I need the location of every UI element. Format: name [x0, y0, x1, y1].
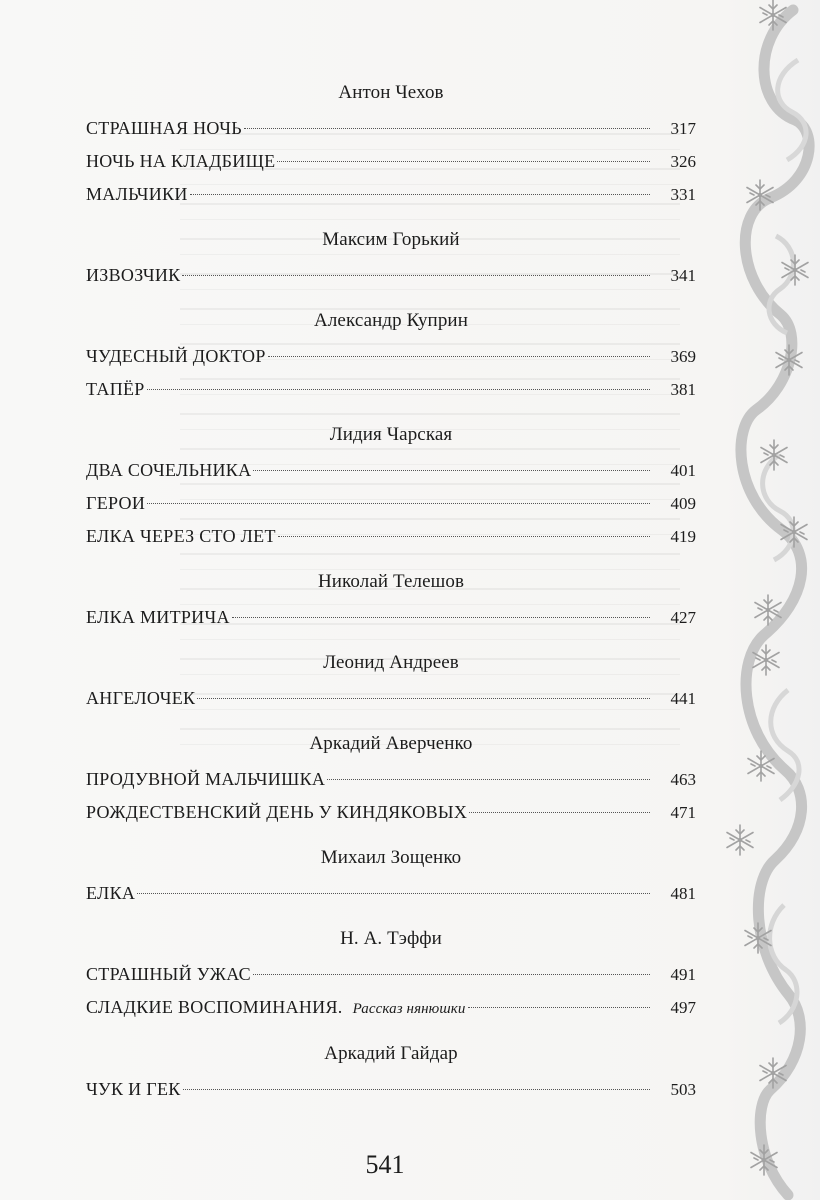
author-section: [86, 1035, 696, 1105]
author-section: [86, 221, 696, 291]
page-reference: 441: [670, 689, 696, 708]
table-of-contents: [86, 74, 696, 1116]
dot-leader: [190, 194, 650, 195]
story-subtitle: Рассказ нянюшки: [352, 1001, 466, 1017]
page-reference: 427: [670, 608, 696, 627]
story-title: ПРОДУВНОЙ МАЛЬЧИШКА: [86, 769, 326, 789]
page-reference: 471: [670, 803, 696, 822]
toc-entry: [86, 146, 696, 177]
page-reference: 401: [670, 461, 696, 480]
page-reference: 326: [670, 152, 696, 171]
dot-leader: [468, 1007, 650, 1008]
story-title: ЕЛКА МИТРИЧА: [86, 607, 230, 627]
page-reference: 463: [670, 770, 696, 789]
toc-entry: [86, 992, 696, 1024]
story-title: МАЛЬЧИКИ: [86, 184, 188, 204]
dot-leader: [232, 617, 650, 618]
dot-leader: [327, 779, 650, 780]
dot-leader: [253, 470, 650, 471]
dot-leader: [182, 275, 650, 276]
toc-entry: [86, 488, 696, 519]
author-name: Леонид Андреев: [323, 652, 459, 673]
author-section: [86, 839, 696, 909]
author-section: [86, 416, 696, 552]
toc-entry: [86, 683, 696, 714]
story-title: ЧУДЕСНЫЙ ДОКТОР: [86, 346, 266, 366]
page-reference: 491: [670, 965, 696, 984]
page-reference: 419: [670, 527, 696, 546]
dot-leader: [469, 812, 650, 813]
story-title: РОЖДЕСТВЕНСКИЙ ДЕНЬ У КИНДЯКОВЫХ: [86, 802, 468, 822]
toc-entry: [86, 1074, 696, 1105]
dot-leader: [137, 893, 650, 894]
dot-leader: [253, 974, 650, 975]
toc-entry: [86, 602, 696, 633]
story-title: ТАПЁР: [86, 379, 145, 399]
author-name: Антон Чехов: [338, 82, 444, 103]
story-title: АНГЕЛОЧЕК: [86, 688, 196, 708]
page-reference: 317: [670, 119, 696, 138]
dot-leader: [147, 503, 650, 504]
story-title: ЕЛКА ЧЕРЕЗ СТО ЛЕТ: [86, 526, 276, 546]
story-title: СЛАДКИЕ ВОСПОМИНАНИЯ.: [86, 997, 343, 1017]
author-name: Максим Горький: [322, 229, 460, 250]
toc-entry: [86, 455, 696, 486]
author-name: Александр Куприн: [314, 310, 468, 331]
author-section: [86, 563, 696, 633]
page-reference: 369: [670, 347, 696, 366]
page-number: 541: [365, 1150, 405, 1179]
toc-entry: [86, 179, 696, 210]
dot-leader: [268, 356, 650, 357]
dot-leader: [147, 389, 650, 390]
toc-entry: [86, 797, 696, 828]
snowflake-swirl-ornament: [700, 0, 820, 1200]
dot-leader: [277, 161, 650, 162]
toc-entry: [86, 113, 696, 144]
story-title: ГЕРОИ: [86, 493, 146, 513]
author-name: Михаил Зощенко: [320, 847, 462, 868]
page-reference: 481: [670, 884, 696, 903]
dot-leader: [244, 128, 650, 129]
page-reference: 341: [670, 266, 696, 285]
author-section: [86, 920, 696, 1024]
author-name: Николай Телешов: [317, 571, 465, 592]
toc-entry: [86, 764, 696, 795]
page-reference: 331: [670, 185, 696, 204]
page-reference: 409: [670, 494, 696, 513]
author-name: Аркадий Аверченко: [309, 733, 473, 754]
page-reference: 503: [670, 1080, 696, 1099]
toc-entry: [86, 341, 696, 372]
story-title: ДВА СОЧЕЛЬНИКА: [86, 460, 252, 480]
story-title: СТРАШНЫЙ УЖАС: [86, 964, 251, 984]
toc-entry: [86, 521, 696, 552]
story-title: СТРАШНАЯ НОЧЬ: [86, 118, 242, 138]
author-name: Н. А. Тэффи: [340, 928, 442, 949]
dot-leader: [278, 536, 650, 537]
author-section: [86, 302, 696, 405]
toc-entry: [86, 374, 696, 405]
toc-entry: [86, 878, 696, 909]
story-title: ИЗВОЗЧИК: [86, 265, 181, 285]
story-title: ЧУК И ГЕК: [86, 1079, 181, 1099]
page-reference: 381: [670, 380, 696, 399]
toc-entry: [86, 260, 696, 291]
story-title: ЕЛКА: [86, 883, 136, 903]
author-section: [86, 644, 696, 714]
story-title: НОЧЬ НА КЛАДБИЩЕ: [86, 151, 276, 171]
toc-entry: [86, 959, 696, 990]
author-section: [86, 725, 696, 828]
dot-leader: [183, 1089, 650, 1090]
author-section: [86, 74, 696, 210]
author-name: Лидия Чарская: [329, 424, 453, 445]
page-reference: 497: [670, 998, 696, 1017]
dot-leader: [197, 698, 650, 699]
author-name: Аркадий Гайдар: [324, 1043, 458, 1064]
